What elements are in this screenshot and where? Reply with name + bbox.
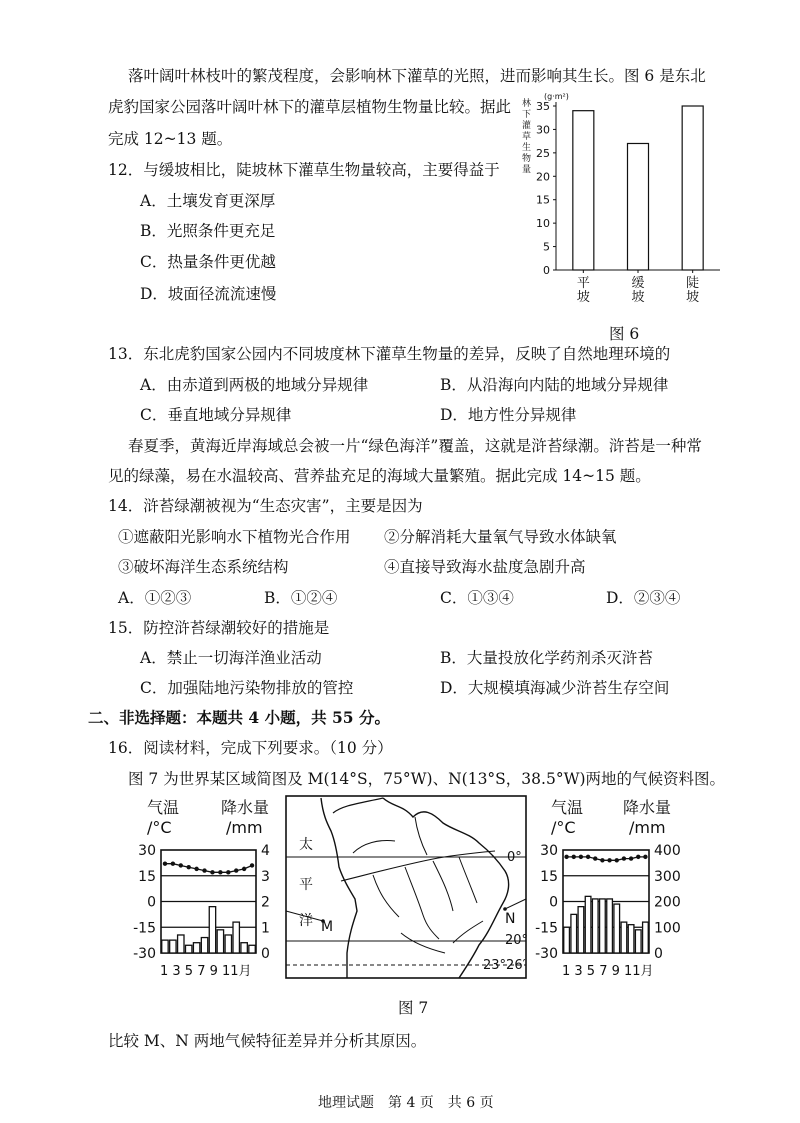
- precip-bar-month-10: [233, 922, 239, 953]
- q15-option-b: B．大量投放化学药剂杀灭浒苔: [440, 649, 653, 667]
- temperature-point-month-10: [629, 856, 633, 860]
- fig6-y-tick-label: 25: [536, 146, 550, 160]
- fig6-y-tick-label: 30: [536, 123, 550, 137]
- fig6-ylabel-char: 量: [522, 165, 532, 175]
- m-plot-area: [133, 843, 270, 962]
- q14-item-2: ②分解消耗大量氧气导致水体缺氧: [384, 528, 617, 546]
- climate-left-tick: 15: [138, 868, 156, 885]
- q12-option-d: D．坡面径流流速慢: [140, 285, 277, 303]
- q12-stem: 12．与缓坡相比，陡坡林下灌草生物量较高，主要得益于: [108, 161, 500, 179]
- n-precip-unit: /mm: [629, 818, 666, 837]
- ocean-label-2: 平: [299, 877, 313, 893]
- temperature-point-month-3: [179, 863, 183, 867]
- fig6-x-label-char: 坡: [631, 290, 645, 305]
- temperature-point-month-6: [202, 868, 206, 872]
- q15-option-d: D．大规模填海减少浒苔生存空间: [440, 679, 670, 697]
- intro-14-15-line2: 见的绿藻，易在水温较高、营养盐充足的海域大量繁殖。据此完成 14~15 题。: [108, 467, 651, 485]
- climate-right-tick: 1: [261, 920, 270, 937]
- temperature-point-month-2: [171, 862, 175, 866]
- temperature-point-month-2: [572, 855, 576, 859]
- precip-bar-month-11: [241, 943, 247, 953]
- q12-option-a: A．土壤发育更深厚: [140, 192, 276, 210]
- q16-material: 图 7 为世界某区域简图及 M(14°S，75°W)、N(13°S，38.5°W)两地的气候资料图。: [128, 770, 726, 788]
- climate-left-tick: 30: [138, 843, 156, 859]
- intro-14-15-line1: 春夏季，黄海近岸海域总会被一片“绿色海洋”覆盖，这就是浒苔绿潮。浒苔是一种常: [128, 437, 702, 455]
- fig6-ylabel-char: 草: [522, 132, 532, 142]
- fig6-x-label-char: 缓: [631, 276, 645, 291]
- temperature-point-month-10: [234, 868, 238, 872]
- temperature-point-month-7: [607, 858, 611, 862]
- q16-stem: 16．阅读材料，完成下列要求。（10 分）: [108, 739, 393, 757]
- q16-task: 比较 M、N 两地气候特征差异并分析其原因。: [108, 1032, 427, 1050]
- fig6-x-label-char: 坡: [686, 290, 700, 305]
- q15-stem: 15．防控浒苔绿潮较好的措施是: [108, 619, 330, 637]
- fig6-ylabel: [522, 97, 531, 175]
- precip-bar-month-2: [170, 940, 176, 953]
- page-footer: 地理试题 第 4 页 共 6 页: [318, 1095, 494, 1111]
- fig6-caption: 图 6: [609, 325, 640, 343]
- q14-item-1: ①遮蔽阳光影响水下植物光合作用: [118, 528, 351, 546]
- fig6-bar-1: [573, 111, 594, 270]
- fig6-x-label-char: 平: [576, 276, 590, 291]
- precip-bar-month-9: [225, 935, 231, 953]
- ocean-label-3: 洋: [299, 913, 313, 929]
- fig7-n-climate-chart: [531, 793, 689, 978]
- q14-option-b: B．①②④: [264, 589, 338, 607]
- precip-bar-month-6: [600, 899, 606, 953]
- q12-option-b: B．光照条件更充足: [140, 222, 276, 240]
- q14-item-4: ④直接导致海水盐度急剧升高: [384, 558, 586, 576]
- m-x-labels: 1 3 5 7 9 11月: [160, 964, 252, 978]
- intro-12-13-line1: 落叶阔叶林枝叶的繁茂程度，会影响林下灌草的光照，进而影响其生长。图 6 是东北: [128, 67, 706, 85]
- climate-left-tick: -15: [535, 920, 558, 937]
- climate-left-tick: -30: [133, 946, 156, 962]
- climate-left-tick: 15: [540, 868, 558, 885]
- q14-stem: 14．浒苔绿潮被视为“生态灾害”，主要是因为: [108, 497, 423, 515]
- climate-right-tick: 0: [654, 946, 663, 962]
- ocean-label-1: 太: [299, 837, 313, 853]
- lat-label-20: 20°: [505, 933, 529, 948]
- q13-option-d: D．地方性分异规律: [440, 406, 577, 424]
- precip-bar-month-10: [628, 925, 634, 953]
- climate-right-tick: 0: [261, 946, 270, 962]
- fig6-ylabel-char: 林: [522, 99, 532, 109]
- precip-bar-month-12: [249, 945, 255, 953]
- m-precip-unit: /mm: [226, 818, 263, 837]
- climate-right-tick: 100: [654, 920, 681, 937]
- temperature-point-month-6: [600, 858, 604, 862]
- temperature-point-month-11: [242, 867, 246, 871]
- precip-bar-month-4: [186, 945, 192, 953]
- fig6-y-tick-label: 20: [536, 170, 550, 184]
- precip-bar-month-2: [571, 914, 577, 953]
- q12-option-c: C．热量条件更优越: [140, 253, 276, 271]
- section2-heading: 二、非选择题：本题共 4 小题，共 55 分。: [88, 708, 390, 727]
- climate-left-tick: 0: [549, 894, 558, 911]
- q13-option-c: C．垂直地域分异规律: [140, 406, 292, 424]
- fig6-ylabel-char: 下: [522, 110, 532, 120]
- temperature-point-month-11: [636, 855, 640, 859]
- precip-bar-month-7: [209, 907, 215, 953]
- m-temp-unit: /°C: [147, 818, 172, 837]
- fig7-m-climate-chart: [133, 793, 283, 978]
- map-label-m: M: [321, 919, 334, 935]
- fig7-caption: 图 7: [398, 999, 429, 1017]
- n-precip-title: 降水量: [623, 798, 672, 817]
- q14-item-3: ③破坏海洋生态系统结构: [118, 558, 289, 576]
- q15-option-a: A．禁止一切海洋渔业活动: [140, 649, 322, 667]
- fig6-ylabel-char: 物: [522, 154, 532, 164]
- precip-bar-month-8: [217, 930, 223, 953]
- climate-right-tick: 200: [654, 894, 681, 911]
- n-temp-unit: /°C: [551, 818, 576, 837]
- fig6-chart: [510, 86, 725, 318]
- precip-bar-month-12: [643, 922, 649, 953]
- climate-right-tick: 300: [654, 868, 681, 885]
- q13-option-a: A．由赤道到两极的地域分异规律: [140, 376, 369, 394]
- n-plot-area: [535, 843, 681, 962]
- temperature-point-month-5: [593, 856, 597, 860]
- fig6-y-tick-label: 10: [536, 217, 550, 231]
- fig6-x-label-char: 坡: [576, 290, 590, 305]
- q14-option-d: D．②③④: [606, 589, 681, 607]
- n-x-labels: 1 3 5 7 9 11月: [562, 964, 654, 978]
- m-temp-title: 气温: [147, 798, 180, 817]
- temperature-point-month-4: [586, 855, 590, 859]
- precip-bar-month-1: [564, 927, 570, 953]
- precip-bar-month-1: [162, 940, 168, 953]
- temperature-point-month-1: [163, 862, 167, 866]
- fig6-bar-2: [628, 143, 649, 270]
- m-precip-title: 降水量: [221, 798, 270, 817]
- temperature-point-month-7: [210, 870, 214, 874]
- temperature-point-month-8: [615, 858, 619, 862]
- fig7-map: [283, 793, 531, 981]
- q13-stem: 13．东北虎豹国家公园内不同坡度林下灌草生物量的差异，反映了自然地理环境的: [108, 345, 671, 363]
- fig6-plot-area: [536, 100, 720, 305]
- fig6-ylabel-char: 灌: [522, 121, 532, 131]
- precip-bar-month-6: [201, 938, 207, 953]
- q14-option-c: C．①③④: [440, 589, 514, 607]
- precip-bar-month-5: [592, 899, 598, 953]
- climate-left-tick: -30: [535, 946, 558, 962]
- climate-left-tick: -15: [133, 920, 156, 937]
- map-label-n: N: [505, 911, 516, 927]
- fig6-y-tick-label: 5: [543, 240, 550, 254]
- temperature-point-month-9: [622, 856, 626, 860]
- fig6-y-tick-label: 15: [536, 193, 550, 207]
- temperature-point-month-12: [250, 863, 254, 867]
- precip-bar-month-9: [621, 922, 627, 953]
- precip-bar-month-7: [607, 899, 613, 953]
- fig6-ylabel-char: 生: [522, 143, 532, 153]
- climate-right-tick: 2: [261, 894, 270, 911]
- q15-option-c: C．加强陆地污染物排放的管控: [140, 679, 354, 697]
- fig6-y-tick-label: 35: [536, 100, 550, 113]
- precip-bar-month-3: [178, 935, 184, 953]
- climate-right-tick: 4: [261, 843, 270, 859]
- precip-bar-month-8: [614, 904, 620, 953]
- climate-left-tick: 0: [147, 894, 156, 911]
- temperature-point-month-8: [218, 870, 222, 874]
- temperature-point-month-4: [187, 865, 191, 869]
- lat-label-tropic: 23°26′: [483, 958, 526, 973]
- q13-option-b: B．从沿海向内陆的地域分异规律: [440, 376, 669, 394]
- map-frame: [286, 796, 529, 978]
- fig6-yunit: (g·m²): [544, 92, 569, 101]
- lat-label-equator: 0°: [507, 850, 522, 865]
- temperature-point-month-3: [579, 855, 583, 859]
- precip-bar-month-3: [578, 907, 584, 953]
- temperature-point-month-12: [643, 855, 647, 859]
- precip-bar-month-11: [635, 930, 641, 953]
- temperature-point-month-1: [564, 855, 568, 859]
- n-temp-title: 气温: [551, 798, 584, 817]
- q14-option-a: A．①②③: [118, 589, 192, 607]
- climate-left-tick: 30: [540, 843, 558, 859]
- precip-bar-month-5: [193, 943, 199, 953]
- temperature-point-month-5: [194, 867, 198, 871]
- fig6-x-label-char: 陡: [686, 276, 700, 291]
- climate-right-tick: 400: [654, 843, 681, 859]
- fig6-bar-3: [682, 106, 703, 270]
- precip-bar-month-4: [585, 896, 591, 953]
- temperature-point-month-9: [226, 870, 230, 874]
- climate-right-tick: 3: [261, 868, 270, 885]
- fig6-y-tick-label: 0: [543, 264, 550, 277]
- intro-12-13-line2: 虎豹国家公园落叶阔叶林下的灌草层植物生物量比较。据此: [108, 98, 512, 116]
- intro-12-13-line3: 完成 12~13 题。: [108, 130, 233, 148]
